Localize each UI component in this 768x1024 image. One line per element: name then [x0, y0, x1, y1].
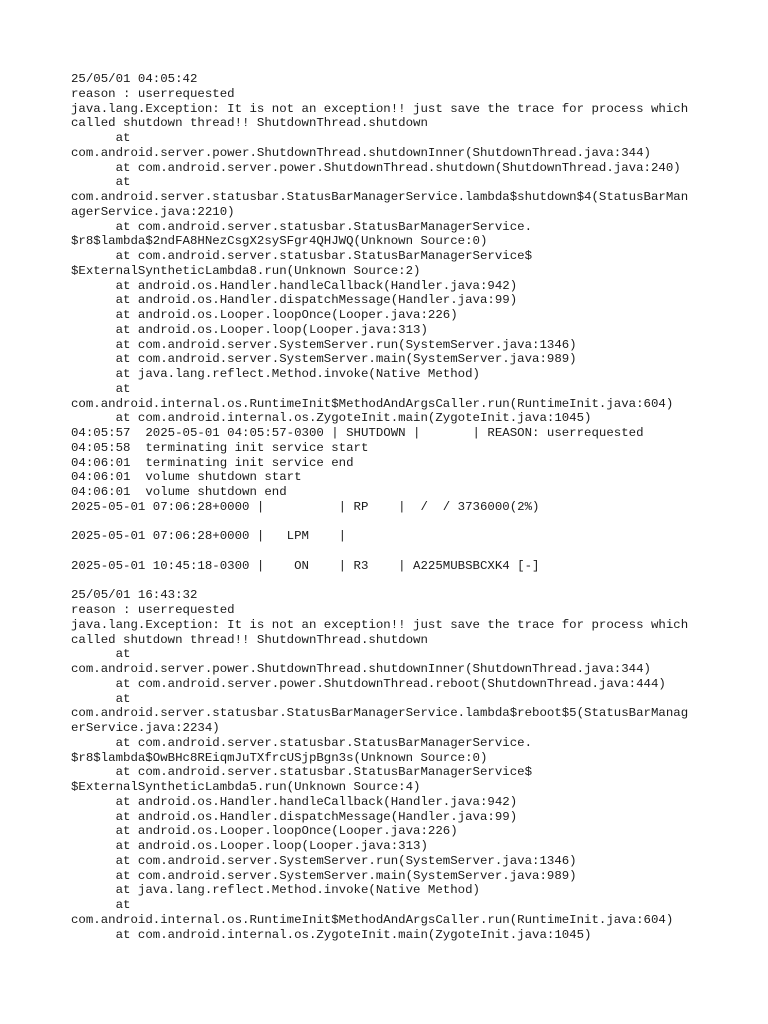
log-line: 04:06:01 terminating init service end — [71, 455, 354, 470]
log-text-block — [71, 72, 711, 942]
log-line: at android.os.Looper.loopOnce(Looper.java:226) — [71, 824, 458, 839]
blank-line — [71, 515, 711, 530]
log-line: at com.android.server.statusbar.StatusBarManagerService. — [71, 219, 533, 234]
log-line: at — [71, 175, 131, 190]
log-line: com.android.server.statusbar.StatusBarManagerService.lambda$shutdown$4(StatusBarMan — [71, 190, 689, 204]
log-line: com.android.server.statusbar.StatusBarManagerService.lambda$reboot$5(StatusBarManag — [71, 706, 689, 721]
log-line: at java.lang.reflect.Method.invoke(Native Method) — [71, 367, 480, 381]
log-line: at com.android.internal.os.ZygoteInit.main(ZygoteInit.java:1045) — [71, 411, 592, 426]
log-line: at — [71, 381, 131, 396]
log-line: at android.os.Looper.loop(Looper.java:313) — [71, 839, 428, 853]
log-line: 04:05:57 2025-05-01 04:05:57-0300 | SHUTDOWN | | REASON: userrequested — [71, 426, 644, 440]
log-line: at com.android.server.statusbar.StatusBarManagerService$ — [71, 249, 533, 263]
log-line: at — [71, 131, 131, 145]
log-line: 2025-05-01 10:45:18-0300 | ON | R3 | A225MUBSBCXK4 [-] — [71, 558, 540, 573]
log-line: erService.java:2234) — [71, 721, 220, 735]
log-line: 2025-05-01 07:06:28+0000 | LPM | — [71, 529, 347, 544]
log-line: com.android.server.power.ShutdownThread.shutdownInner(ShutdownThread.java:344) — [71, 145, 651, 160]
log-line: 04:06:01 volume shutdown start — [71, 470, 302, 485]
log-line: $ExternalSyntheticLambda8.run(Unknown Source:2) — [71, 263, 421, 278]
log-line: 2025-05-01 07:06:28+0000 | | RP | / / 3736000(2%) — [71, 499, 540, 514]
log-line: at com.android.server.SystemServer.run(SystemServer.java:1346) — [71, 853, 577, 868]
log-line: at java.lang.reflect.Method.invoke(Native Method) — [71, 883, 480, 898]
log-line: at — [71, 898, 131, 912]
log-line: at android.os.Handler.handleCallback(Handler.java:942) — [71, 794, 518, 809]
log-line: $ExternalSyntheticLambda5.run(Unknown Source:4) — [71, 780, 421, 794]
log-line: com.android.internal.os.RuntimeInit$MethodAndArgsCaller.run(RuntimeInit.java:604) — [71, 396, 674, 411]
log-line: 04:06:01 volume shutdown end — [71, 485, 287, 499]
log-line: at android.os.Looper.loopOnce(Looper.java:226) — [71, 308, 458, 322]
log-line: at com.android.server.statusbar.StatusBarManagerService$ — [71, 765, 533, 780]
log-line: 25/05/01 04:05:42 — [71, 72, 198, 86]
log-line: at android.os.Handler.dispatchMessage(Handler.java:99) — [71, 809, 518, 824]
log-line: java.lang.Exception: It is not an exception!! just save the trace for process which — [71, 617, 689, 632]
log-line: $r8$lambda$2ndFA8HNezCsgX2sySFgr4QHJWQ(Unknown Source:0) — [71, 234, 488, 249]
log-line: at android.os.Handler.handleCallback(Handler.java:942) — [71, 278, 518, 293]
blank-line — [71, 544, 711, 559]
log-line: at — [71, 647, 131, 662]
blank-line — [71, 574, 711, 589]
log-line: at android.os.Handler.dispatchMessage(Handler.java:99) — [71, 293, 518, 308]
log-line: agerService.java:2210) — [71, 204, 235, 219]
log-line: at com.android.server.SystemServer.main(SystemServer.java:989) — [71, 868, 577, 883]
log-line: at com.android.server.statusbar.StatusBarManagerService. — [71, 735, 533, 750]
log-line: called shutdown thread!! ShutdownThread.shutdown — [71, 632, 428, 647]
log-line: java.lang.Exception: It is not an exception!! just save the trace for process which — [71, 101, 689, 116]
log-line: at com.android.server.power.ShutdownThread.reboot(ShutdownThread.java:444) — [71, 676, 666, 691]
log-line: at com.android.internal.os.ZygoteInit.main(ZygoteInit.java:1045) — [71, 927, 592, 942]
log-line: $r8$lambda$OwBHc8REiqmJuTXfrcUSjpBgn3s(Unknown Source:0) — [71, 750, 488, 765]
log-line: called shutdown thread!! ShutdownThread.shutdown — [71, 116, 428, 131]
log-line: 25/05/01 16:43:32 — [71, 588, 198, 603]
log-line: at com.android.server.SystemServer.run(SystemServer.java:1346) — [71, 337, 577, 352]
log-line: com.android.server.power.ShutdownThread.shutdownInner(ShutdownThread.java:344) — [71, 662, 651, 676]
log-line: at com.android.server.power.ShutdownThread.shutdown(ShutdownThread.java:240) — [71, 160, 681, 175]
log-line: at android.os.Looper.loop(Looper.java:313) — [71, 322, 428, 337]
log-line: at — [71, 691, 131, 706]
log-line: 04:05:58 terminating init service start — [71, 440, 369, 455]
log-line: reason : userrequested — [71, 603, 235, 617]
log-line: com.android.internal.os.RuntimeInit$MethodAndArgsCaller.run(RuntimeInit.java:604) — [71, 912, 674, 927]
log-line: reason : userrequested — [71, 86, 235, 101]
log-line: at com.android.server.SystemServer.main(SystemServer.java:989) — [71, 352, 577, 367]
